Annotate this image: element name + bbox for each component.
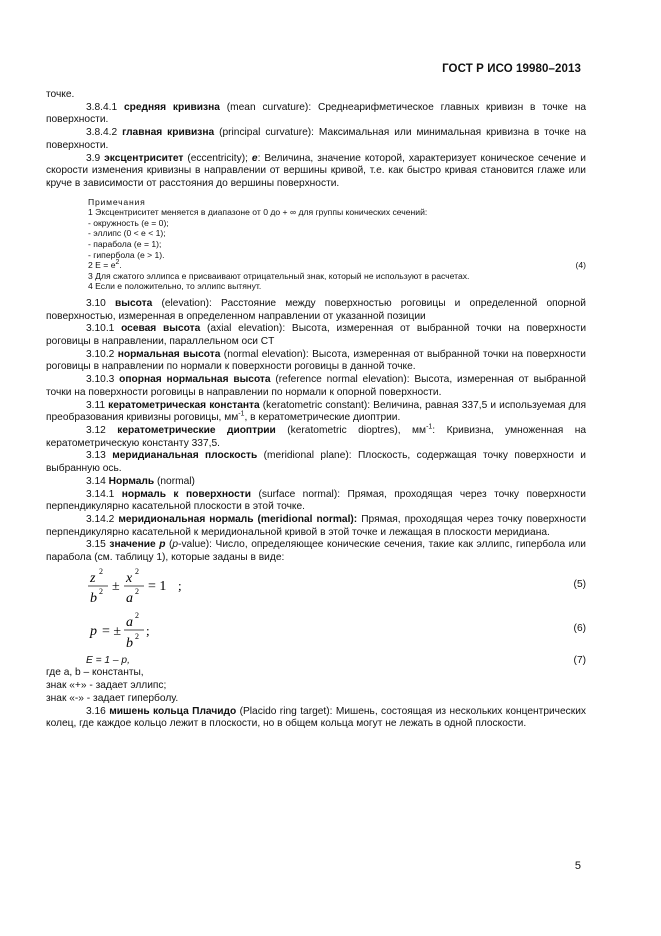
var-p: p: [90, 623, 97, 639]
var-b: b: [90, 590, 97, 606]
definition-3-8-4-1: [46, 102, 586, 127]
var-z: z: [90, 570, 96, 586]
definition-3-10-2: [46, 349, 586, 374]
exp-2: 2: [135, 566, 139, 576]
term: значение: [109, 539, 160, 551]
clause-number: 3.15: [86, 539, 110, 551]
equals-plus-minus: = ±: [102, 623, 122, 639]
symbol: p: [172, 539, 179, 551]
definition-3-14-2: [46, 514, 586, 539]
definition-text: (mean curvature): Среднеарифметическое главных кривизн в точке на поверхности.: [46, 101, 586, 126]
formula-text: E = 1 – p,: [86, 654, 130, 666]
term: эксцентриситет: [104, 152, 184, 164]
term: нормальная высота: [117, 348, 221, 360]
plus-minus: ±: [112, 578, 120, 594]
term: Нормаль: [108, 475, 155, 487]
note-item: - гипербола (e > 1).: [88, 249, 165, 260]
term: средняя кривизна: [124, 101, 220, 113]
term: меридианальная плоскость: [112, 450, 258, 462]
clause-number: 3.14.2: [86, 513, 119, 525]
definition-text: (meridional plane): Плоскость, содержащая точку поверхности и выбранную ось.: [46, 450, 586, 475]
term: меридиональная нормаль (meridional normal):: [118, 513, 358, 525]
paragraph: [46, 89, 586, 102]
definition-text: (keratometric dioptres), мм: [275, 425, 427, 436]
note-item: - окружность (e = 0);: [88, 217, 169, 228]
notes-block: [88, 197, 586, 292]
definition-text: (axial elevation): Высота, измеренная от выбранной точки на поверхности роговицы в направлении, параллельном оси CT: [46, 323, 587, 348]
definition-3-14-1: [46, 489, 586, 514]
exp-2: 2: [135, 586, 139, 596]
definition-text: (eccentricity);: [183, 152, 252, 164]
semicolon: ;: [178, 577, 182, 593]
term: мишень кольца Плачидо: [109, 705, 237, 717]
clause-number: 3.13: [86, 450, 113, 462]
definition-text: (Placido ring target): Мишень, состоящая из нескольких концентрических колец, где каждое кольцо лежит в плоскости, но в общем кольца могут не лежать в одной плоскости.: [46, 705, 586, 730]
clause-number: 3.11: [86, 399, 109, 411]
note-1: 1 Эксцентриситет меняется в диапазоне от 0 до + ∞ для группы конических сечений:: [88, 207, 428, 218]
definition-text: -value): Число, определяющее конические сечения, такие как эллипс, гипербола или парабола (см. таблицу 1), которые заданы в виде:: [46, 539, 586, 564]
term: кератометрическая константа: [108, 399, 260, 411]
definition-3-16: [46, 706, 586, 731]
definition-3-14: [46, 476, 586, 489]
definition-3-15: [46, 539, 586, 564]
document-body: [46, 89, 586, 731]
exp-2: 2: [99, 566, 103, 576]
clause-number: 3.10: [86, 297, 116, 309]
definition-text: (normal): [154, 475, 195, 487]
definition-text: (elevation): Расстояние между поверхностью роговицы и определенной опорной поверхностью, измеренная в определенном направлении от указанной позиции: [46, 297, 586, 322]
clause-number: 3.10.1: [86, 323, 122, 335]
definition-text: (principal curvature): Максимальная или минимальная кривизна в точке на поверхности.: [46, 127, 586, 151]
equation-number: (5): [573, 578, 586, 590]
definition-3-10: [46, 298, 586, 323]
equation-number: (7): [573, 654, 586, 666]
where-clause: где a, b – константы,: [46, 667, 144, 679]
clause-number: 3.16: [86, 705, 110, 717]
clause-number: 3.10.2: [86, 348, 118, 360]
formula-6-graphic: [86, 611, 226, 653]
definition-text: , в кератометрические диоптрии.: [244, 412, 401, 424]
clause-number: 3.8.4.1: [86, 101, 124, 113]
symbol: p: [159, 539, 166, 551]
definition-text: : Величина, значение которой, характеризует коническое сечение и скорости изменения кривизны в направлении от вершины кривой, т.е. как быстро кривая становится глаже или круче в зависимости от расстояния до вершины поверхности.: [46, 152, 587, 189]
formula-6: [46, 611, 586, 653]
clause-number: 3.9: [86, 152, 105, 164]
note-text: 2 E = e: [88, 260, 116, 271]
superscript: -1: [238, 410, 245, 418]
page-number: 5: [574, 860, 581, 872]
term: кератометрические диоптрии: [117, 425, 276, 436]
definition-3-13: [46, 450, 586, 475]
term: главная кривизна: [122, 127, 215, 139]
var-a: a: [126, 614, 133, 630]
exp-2: 2: [135, 631, 139, 641]
definition-3-12: [46, 425, 586, 450]
standard-header: ГОСТ Р ИСО 19980–2013: [442, 63, 581, 75]
definition-text: (normal elevation): Высота, измеренная от выбранной точки на поверхности роговицы в направлении по нормали к поверхности роговицы в данной точке.: [46, 348, 586, 373]
definition-3-10-1: [46, 323, 586, 348]
symbol: e: [251, 152, 258, 164]
clause-number: 3.14.1: [86, 488, 122, 500]
var-x: x: [126, 570, 133, 586]
definition-3-11: [46, 400, 586, 425]
where-item: знак «-» - задает гиперболу.: [46, 692, 179, 704]
superscript: 2: [115, 259, 120, 267]
formula-5-graphic: [86, 567, 226, 609]
formula-5: [46, 567, 586, 609]
definition-text: (surface normal): Прямая, проходящая через точку поверхности перпендикулярно касательной плоскости в этой точке.: [46, 488, 586, 513]
clause-number: 3.10.3: [86, 374, 120, 386]
note-4: 4 Если e положительно, то эллипс вытянут.: [88, 281, 262, 292]
term: нормаль к поверхности: [121, 488, 252, 500]
note-3: 3 Для сжатого эллипса e присваивают отрицательный знак, который не используют в расчетах.: [88, 270, 470, 281]
term: осевая высота: [121, 323, 201, 335]
definition-3-9: [46, 153, 586, 191]
superscript: -1: [426, 423, 433, 431]
definition-3-8-4-2: [46, 127, 586, 152]
formula-7: [46, 655, 586, 668]
text: точке.: [46, 89, 75, 100]
equation-number: (6): [573, 622, 586, 634]
note-2: [88, 260, 586, 271]
term: высота: [115, 297, 153, 309]
note-item: - эллипс (0 < e < 1);: [88, 228, 166, 239]
var-b: b: [126, 635, 133, 651]
definition-text: (keratometric constant): Величина, равная 337,5 и используемая для преобразования кривизны роговицы, мм: [46, 399, 587, 424]
note-text: .: [119, 260, 122, 271]
definition-text: Прямая, проходящая через точку поверхности перпендикулярно касательной к меридиональной кривой в этой точке и лежащая в плоскости меридиана.: [46, 513, 587, 538]
semicolon: ;: [146, 622, 150, 638]
clause-number: 3.12: [86, 425, 118, 436]
note-item: - парабола (e = 1);: [88, 239, 162, 249]
exp-2: 2: [99, 586, 103, 596]
notes-title: Примечания: [88, 196, 146, 207]
definition-text: (reference normal elevation): Высота, измеренная от выбранной точки на поверхности роговицы в направлении по нормали к опорной поверхности.: [46, 374, 586, 398]
definition-3-10-3: [46, 374, 586, 399]
exp-2: 2: [135, 610, 139, 620]
clause-number: 3.8.4.2: [86, 127, 123, 139]
where-item: знак «+» - задает эллипс;: [46, 680, 167, 692]
equation-number: (4): [575, 260, 586, 271]
equals-one: = 1: [148, 578, 167, 594]
term: опорная нормальная высота: [119, 374, 271, 386]
var-a: a: [126, 590, 133, 606]
clause-number: 3.14: [86, 475, 109, 487]
definition-text: : Кривизна, умноженная на кератометрическую константу 337,5.: [46, 425, 586, 449]
definition-text: (: [165, 539, 173, 551]
